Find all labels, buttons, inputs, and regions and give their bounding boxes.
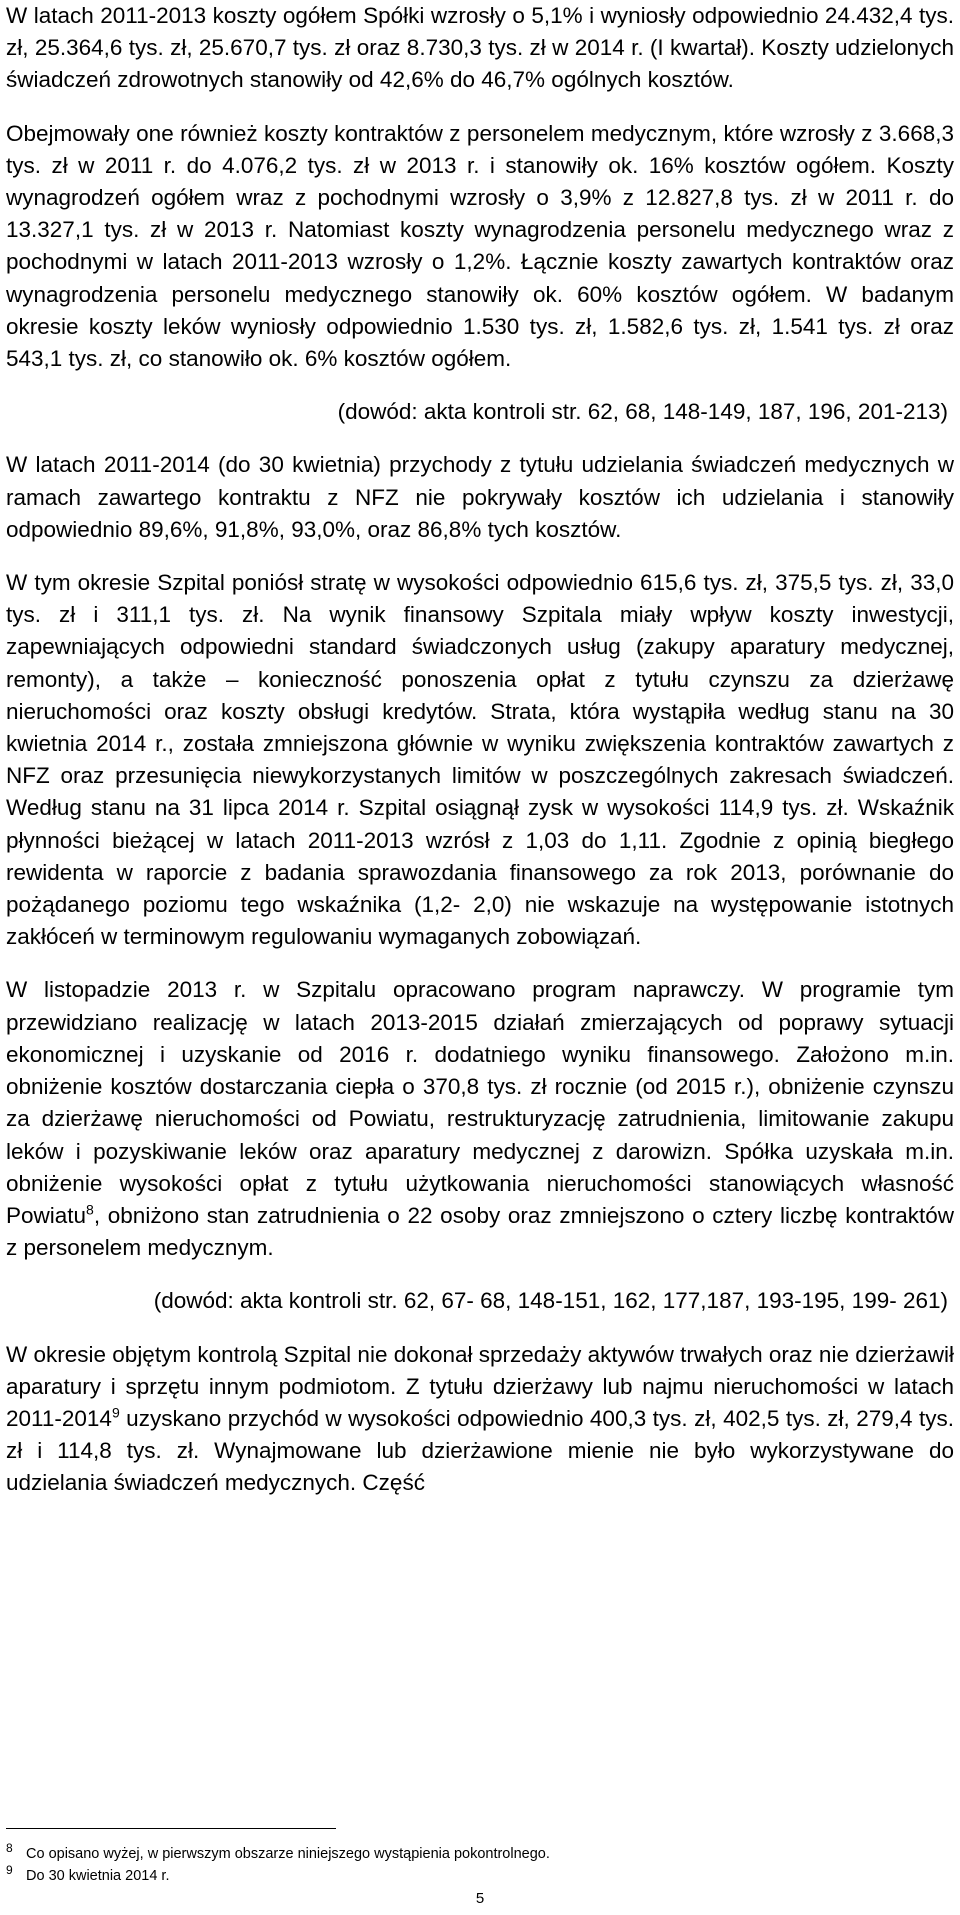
footnote-9-text: Do 30 kwietnia 2014 r.	[26, 1868, 170, 1884]
paragraph-asset-lease	[6, 1339, 954, 1500]
paragraph-costs-overview: W latach 2011-2013 koszty ogółem Spółki wzrosły o 5,1% i wyniosły odpowiednio 24.432,4 tys. zł, 25.364,6 tys. zł, 25.670,7 tys. zł oraz 8.730,3 tys. zł w 2014 r. (I kwartał). Koszty udzielonych świadczeń zdrowotnych stanowiły od 42,6% do 46,7% ogólnych kosztów.	[6, 3, 954, 93]
paragraph-contract-costs: Obejmowały one również koszty kontraktów z personelem medycznym, które wzrosły z 3.668,3 tys. zł w 2011 r. do 4.076,2 tys. zł w 2013 r. i stanowiły ok. 16% kosztów ogółem. Koszty wynagrodzeń ogółem wraz z pochodnymi wzrosły o 3,9% z 12.827,8 tys. zł w 2011 r. do 13.327,1 tys. zł w 2013 r. Natomiast koszty wynagrodzenia personelu medycznego wraz z pochodnymi w latach 2011-2013 wzrosły o 1,2%. Łącznie koszty zawartych kontraktów oraz wynagrodzenia personelu medycznego stanowiły ok. 60% kosztów ogółem. W badanym okresie koszty leków wyniosły odpowiednio 1.530 tys. zł, 1.582,6 tys. zł, 1.541 tys. zł oraz 543,1 tys. zł, co stanowiło ok. 6% kosztów ogółem.	[6, 120, 954, 372]
footnote-8: 8 Co opisano wyżej, w pierwszym obszarze niniejszego wystąpienia pokontrolnego.	[6, 1841, 550, 1862]
footnote-separator	[6, 1828, 336, 1829]
document-body	[6, 0, 954, 1500]
footnote-ref-9[interactable]: 9	[111, 1404, 120, 1421]
page-number: 5	[475, 1890, 485, 1907]
asset-lease-text: W okresie objętym kontrolą Szpital nie dokonał sprzedaży aktywów trwałych oraz nie dzierżawił aparatury i sprzętu innym podmiotom. Z tytułu dzierżawy lub najmu nieruchomości w latach 2011-2014	[6, 1341, 954, 1431]
footnote-ref-8[interactable]: 8	[86, 1201, 94, 1218]
footnote-9: 9 Do 30 kwietnia 2014 r.	[6, 1863, 170, 1884]
paragraph-hospital-loss: W tym okresie Szpital poniósł stratę w wysokości odpowiednio 615,6 tys. zł, 375,5 tys. zł, 33,0 tys. zł i 311,1 tys. zł. Na wynik finansowy Szpitala miały wpływ koszty inwestycji, zapewniających odpowiedni standard świadczonych usług (zakupy aparatury medycznej, remonty), a także – konieczność ponoszenia opłat z tytułu czynszu za dzierżawę nieruchomości oraz koszty obsługi kredytów. Strata, która wystąpiła według stanu na 30 kwietnia 2014 r., została zmniejszona głównie w wyniku zwiększenia kontraktów zawartych z NFZ oraz przesunięcia niewykorzystanych limitów w poszczególnych zakresach świadczeń. Według stanu na 31 lipca 2014 r. Szpital osiągnął zysk w wysokości 114,9 tys. zł. Wskaźnik płynności bieżącej w latach 2011-2013 wzrósł z 1,03 do 1,11. Zgodnie z opinią biegłego rewidenta w raporcie z badania sprawozdania finansowego za rok 2013, porównanie do pożądanego poziomu tego wskaźnika (1,2- 2,0) nie wskazuje na występowanie istotnych zakłóceń w terminowym regulowaniu wymaganych zobowiązań.	[6, 570, 954, 950]
evidence-reference-1: (dowód: akta kontroli str. 62, 68, 148-149, 187, 196, 201-213)	[337, 399, 948, 425]
evidence-reference-2: (dowód: akta kontroli str. 62, 67- 68, 148-151, 162, 177,187, 193-195, 199- 261)	[153, 1288, 948, 1314]
paragraph-nfz-revenue: W latach 2011-2014 (do 30 kwietnia) przychody z tytułu udzielania świadczeń medycznych w ramach zawartego kontraktu z NFZ nie pokrywały kosztów ich udzielania i stanowiły odpowiednio 89,6%, 91,8%, 93,0%, oraz 86,8% tych kosztów.	[6, 452, 954, 542]
footnote-8-text: Co opisano wyżej, w pierwszym obszarze niniejszego wystąpienia pokontrolnego.	[26, 1846, 550, 1862]
asset-lease-text-cont: uzyskano przychód w wysokości odpowiednio 400,3 tys. zł, 402,5 tys. zł, 279,4 tys. zł i 114,8 tys. zł. Wynajmowane lub dzierżawione mienie nie było wykorzystywane do udzielania świadczeń medycznych. Część	[6, 1405, 954, 1496]
paragraph-recovery-program	[6, 974, 954, 1264]
recovery-program-text-cont: , obniżono stan zatrudnienia o 22 osoby oraz zmniejszono o cztery liczbę kontraktów z personelem medycznym.	[6, 1202, 954, 1261]
recovery-program-text: W listopadzie 2013 r. w Szpitalu opracowano program naprawczy. W programie tym przewidziano realizację w latach 2013-2015 działań zmierzających od poprawy sytuacji ekonomicznej i uzyskanie od 2016 r. dodatniego wyniku finansowego. Założono m.in. obniżenie kosztów dostarczania ciepła o 370,8 tys. zł rocznie (od 2015 r.), obniżenie czynszu za dzierżawę nieruchomości od Powiatu, restrukturyzację zatrudnienia, limitowanie zakupu leków i pozyskiwanie leków oraz aparatury medycznej z darowizn. Spółka uzyskała m.in. obniżenie wysokości opłat z tytułu użytkowania nieruchomości stanowiących własność Powiatu	[6, 977, 954, 1228]
